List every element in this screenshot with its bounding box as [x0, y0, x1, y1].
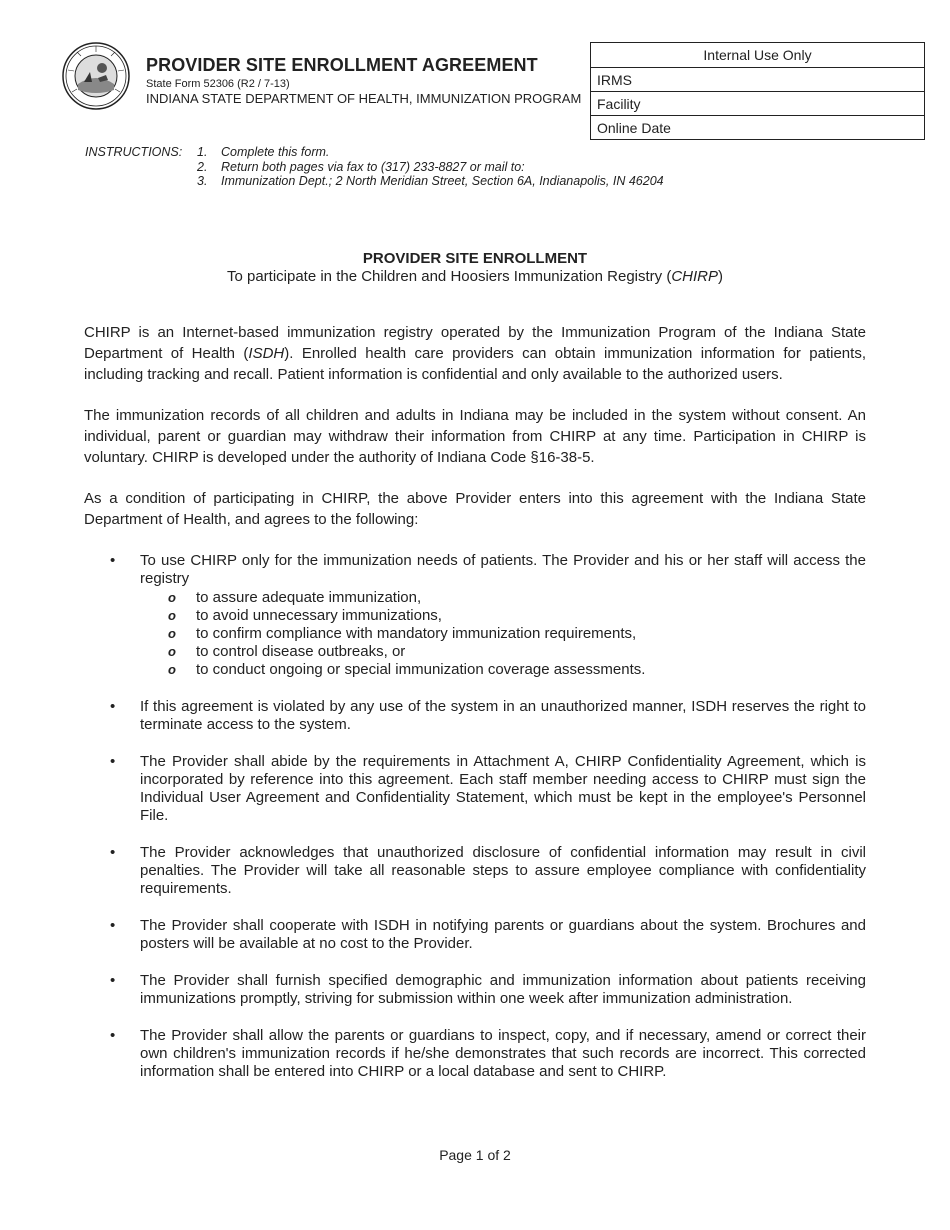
online-date-field[interactable]: Online Date [591, 115, 924, 139]
sub-bullet-icon: o [168, 644, 176, 659]
term-item: • If this agreement is violated by any use of the system in an unauthorized manner, ISDH reserves the right to terminate access to the system. [110, 698, 866, 733]
term-sub-item: o to conduct ongoing or special immunization coverage assessments. [168, 661, 646, 678]
sub-bullet-icon: o [168, 626, 176, 641]
sub-bullet-icon: o [168, 590, 176, 605]
bullet-icon: • [110, 753, 116, 770]
state-seal-icon [62, 42, 130, 110]
intro-paragraph-2: The immunization records of all children and adults in Indiana may be included in the system without consent. An individual, parent or guardian may withdraw their information from CHIRP at any time. Participation in CHIRP is voluntary. CHIRP is developed under the authority of Indiana Code §16-38-5. [84, 407, 866, 466]
intro-paragraph-3: As a condition of participating in CHIRP, the above Provider enters into this agreement with the Indiana State Department of Health, and agrees to the following: [84, 490, 866, 528]
instruction-item: 2. Return both pages via fax to (317) 233-8827 or mail to: [197, 159, 525, 174]
term-item: • To use CHIRP only for the immunization needs of patients. The Provider and his or her staff will access the registry o to assure adequate immunization, o to avoid unnecessary immunizations, o to confirm compliance with mandatory immunization requirements, o to control disease outbreaks, or o to conduct ongoing or special immunization coverage assessments. [110, 552, 866, 678]
irms-field[interactable]: IRMS [591, 67, 924, 91]
section-subtitle: To participate in the Children and Hoosiers Immunization Registry (CHIRP) [226, 268, 724, 285]
agreement-terms [110, 552, 866, 1100]
term-item: • The Provider shall cooperate with ISDH in notifying parents or guardians about the system. Brochures and posters will be available at no cost to the Provider. [110, 917, 866, 952]
sub-bullet-icon: o [168, 662, 176, 677]
instructions-list [197, 145, 797, 189]
form-header [146, 55, 581, 106]
bullet-icon: • [110, 844, 116, 861]
term-item: • The Provider shall abide by the requirements in Attachment A, CHIRP Confidentiality Agreement, which is incorporated by reference into this agreement. Each staff member needing access to CHIRP must sign the Individual User Agreement and Confidentiality Statement, which must be kept in the employee's Personnel File. [110, 753, 866, 824]
bullet-icon: • [110, 698, 116, 715]
bullet-icon: • [110, 917, 116, 934]
page-number: Page 1 of 2 [439, 1147, 511, 1163]
instruction-item: 1. Complete this form. [197, 145, 330, 159]
term-sub-item: o to avoid unnecessary immunizations, [168, 607, 442, 624]
term-sub-item: o to control disease outbreaks, or [168, 643, 406, 660]
term-sub-item: o to assure adequate immunization, [168, 589, 422, 606]
form-title: PROVIDER SITE ENROLLMENT AGREEMENT [146, 55, 538, 75]
internal-use-box [590, 42, 925, 140]
form-number: State Form 52306 (R2 / 7-13) [146, 78, 290, 90]
section-title: PROVIDER SITE ENROLLMENT [362, 250, 588, 267]
bullet-icon: • [110, 972, 116, 989]
internal-use-heading: Internal Use Only [703, 47, 812, 63]
term-sub-list [140, 589, 866, 679]
intro-paragraph-1: CHIRP is an Internet-based immunization registry operated by the Immunization Program of the Indiana State Department of Health (ISDH). Enrolled health care providers can obtain immunization information for patients, including tracking and recall. Patient information is confidential and only available to the authorized users. [84, 324, 866, 383]
instructions-label: INSTRUCTIONS: [85, 145, 183, 159]
department-name: INDIANA STATE DEPARTMENT OF HEALTH, IMMUNIZATION PROGRAM [146, 91, 582, 106]
instruction-item: 3. Immunization Dept.; 2 North Meridian Street, Section 6A, Indianapolis, IN 46204 [197, 174, 664, 188]
term-sub-item: o to confirm compliance with mandatory immunization requirements, [168, 625, 637, 642]
term-item: • The Provider shall allow the parents or guardians to inspect, copy, and if necessary, amend or correct their own children's immunization records if he/she demonstrates that such records are incorrect. This corrected information shall be entered into CHIRP or a local database and sent to CHIRP. [110, 1027, 866, 1080]
bullet-icon: • [110, 552, 116, 569]
term-item: • The Provider acknowledges that unauthorized disclosure of confidential information may result in civil penalties. The Provider will take all reasonable steps to assure employee compliance with confidentiality requirements. [110, 844, 866, 897]
term-item: • The Provider shall furnish specified demographic and immunization information about patients receiving immunizations promptly, striving for submission within one week after immunization administration. [110, 972, 866, 1007]
facility-field[interactable]: Facility [591, 91, 924, 115]
sub-bullet-icon: o [168, 608, 176, 623]
bullet-icon: • [110, 1027, 116, 1044]
